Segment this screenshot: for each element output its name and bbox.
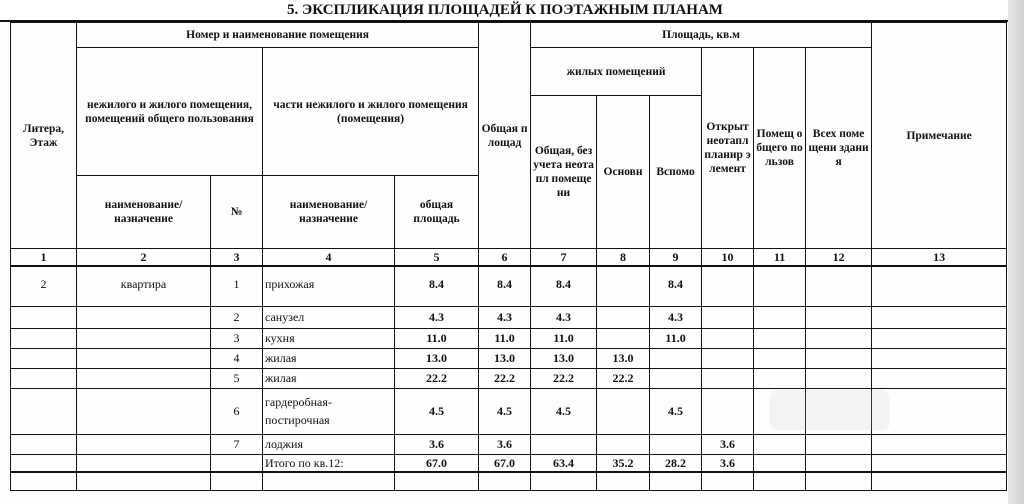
cell-area-8: 22.2 (597, 368, 650, 388)
cell-area-6: 4.5 (479, 388, 531, 434)
cell-no: 2 (211, 306, 263, 328)
header-aux: Вспомо (650, 96, 702, 249)
cell-area-9 (650, 368, 702, 388)
empty-cell (650, 472, 702, 490)
cell-area-11 (754, 306, 806, 328)
total-area-5: 67.0 (395, 454, 479, 472)
empty-cell (263, 472, 395, 490)
total-area-11 (754, 454, 806, 472)
total-area-6: 67.0 (479, 454, 531, 472)
cell-area-7: 11.0 (531, 328, 597, 348)
cell-name (77, 328, 211, 348)
cell-area-12 (806, 306, 872, 328)
column-numbers-row (11, 249, 1007, 267)
cell-name (77, 348, 211, 368)
empty-cell (872, 472, 1007, 490)
table-row (11, 328, 1007, 348)
cell-no: 7 (211, 434, 263, 454)
cell-part: санузел (263, 306, 395, 328)
cell-name (77, 388, 211, 434)
cell-note (872, 328, 1007, 348)
total-row (11, 454, 1007, 472)
col-number: 12 (806, 249, 872, 267)
cell-area-6: 8.4 (479, 266, 531, 306)
cell-area-5: 13.0 (395, 348, 479, 368)
cell-area-11 (754, 266, 806, 306)
empty-cell (77, 472, 211, 490)
cell-litera (11, 454, 77, 472)
cell-area-5: 4.5 (395, 388, 479, 434)
cell-area-10 (702, 266, 754, 306)
table-row (11, 434, 1007, 454)
watermark (770, 390, 890, 430)
cell-no: 6 (211, 388, 263, 434)
cell-area-9 (650, 434, 702, 454)
cell-area-8 (597, 328, 650, 348)
empty-cell (754, 472, 806, 490)
cell-part: кухня (263, 328, 395, 348)
col-number: 3 (211, 249, 263, 267)
cell-note (872, 348, 1007, 368)
cell-part: лоджия (263, 434, 395, 454)
cell-note (872, 266, 1007, 306)
total-area-8: 35.2 (597, 454, 650, 472)
total-area-7: 63.4 (531, 454, 597, 472)
empty-cell (479, 472, 531, 490)
empty-cell (211, 472, 263, 490)
cell-area-5: 11.0 (395, 328, 479, 348)
header-part-room: части нежилого и жилого помещения (помещения) (263, 48, 479, 176)
header-open: Открыт неотапл планир элемент (702, 48, 754, 249)
cell-name: квартира (77, 266, 211, 306)
col-number: 9 (650, 249, 702, 267)
header-total-area-small: общая площадь (395, 176, 479, 249)
cell-name (77, 306, 211, 328)
empty-cell (597, 472, 650, 490)
cell-area-11 (754, 368, 806, 388)
table-row (11, 348, 1007, 368)
cell-litera (11, 306, 77, 328)
empty-cell (702, 472, 754, 490)
empty-row (11, 472, 1007, 490)
cell-name (77, 454, 211, 472)
cell-area-10 (702, 388, 754, 434)
cell-part: жилая (263, 348, 395, 368)
cell-area-5: 4.3 (395, 306, 479, 328)
header-all: Всех помещени здания (806, 48, 872, 249)
cell-name (77, 434, 211, 454)
cell-area-6: 3.6 (479, 434, 531, 454)
cell-area-8 (597, 434, 650, 454)
cell-litera (11, 348, 77, 368)
empty-cell (11, 472, 77, 490)
cell-area-6: 4.3 (479, 306, 531, 328)
cell-area-8: 13.0 (597, 348, 650, 368)
table-row (11, 266, 1007, 306)
cell-no: 5 (211, 368, 263, 388)
header-area-group: Площадь, кв.м (531, 23, 872, 48)
empty-cell (531, 472, 597, 490)
cell-litera: 2 (11, 266, 77, 306)
cell-area-6: 11.0 (479, 328, 531, 348)
col-number: 13 (872, 249, 1007, 267)
header-name-purpose-b: наименование/ назначение (263, 176, 395, 249)
total-area-9: 28.2 (650, 454, 702, 472)
empty-cell (806, 472, 872, 490)
cell-area-8 (597, 266, 650, 306)
cell-part: гардеробная-постирочная (263, 388, 395, 434)
cell-area-12 (806, 368, 872, 388)
cell-area-11 (754, 348, 806, 368)
cell-litera (11, 368, 77, 388)
cell-no: 3 (211, 328, 263, 348)
header-living: жилых помещений (531, 48, 702, 96)
cell-area-10 (702, 348, 754, 368)
cell-litera (11, 388, 77, 434)
cell-area-9: 4.3 (650, 306, 702, 328)
cell-area-10: 3.6 (702, 434, 754, 454)
empty-cell (395, 472, 479, 490)
total-area-10: 3.6 (702, 454, 754, 472)
cell-note (872, 434, 1007, 454)
cell-area-12 (806, 434, 872, 454)
header-litera: Литера, Этаж (11, 23, 77, 249)
cell-area-11 (754, 328, 806, 348)
total-note (872, 454, 1007, 472)
cell-litera (11, 434, 77, 454)
cell-area-7: 4.3 (531, 306, 597, 328)
cell-area-10 (702, 368, 754, 388)
cell-area-5: 22.2 (395, 368, 479, 388)
cell-area-6: 13.0 (479, 348, 531, 368)
cell-area-10 (702, 306, 754, 328)
header-name-purpose-a: наименование/ назначение (77, 176, 211, 249)
cell-area-5: 8.4 (395, 266, 479, 306)
cell-note (872, 368, 1007, 388)
cell-area-9: 4.5 (650, 388, 702, 434)
cell-area-7: 13.0 (531, 348, 597, 368)
col-number: 10 (702, 249, 754, 267)
cell-area-12 (806, 328, 872, 348)
cell-part: жилая (263, 368, 395, 388)
cell-area-12 (806, 348, 872, 368)
col-number: 2 (77, 249, 211, 267)
cell-note (872, 388, 1007, 434)
cell-area-8 (597, 306, 650, 328)
header-no: № (211, 176, 263, 249)
cell-no (211, 454, 263, 472)
cell-area-11 (754, 434, 806, 454)
cell-part: прихожая (263, 266, 395, 306)
header-main: Основн (597, 96, 650, 249)
col-number: 4 (263, 249, 395, 267)
col-number: 11 (754, 249, 806, 267)
header-note: Примечание (872, 23, 1007, 249)
col-number: 7 (531, 249, 597, 267)
table-row (11, 306, 1007, 328)
cell-area-5: 3.6 (395, 434, 479, 454)
cell-no: 4 (211, 348, 263, 368)
cell-area-6: 22.2 (479, 368, 531, 388)
cell-area-8 (597, 388, 650, 434)
col-number: 8 (597, 249, 650, 267)
col-number: 6 (479, 249, 531, 267)
cell-area-12 (806, 266, 872, 306)
header-total-excl: Общая, без учета неотапл помещени (531, 96, 597, 249)
header-total-area: Общая площад (479, 23, 531, 249)
header-nonres-room: нежилого и жилого помещения, помещений общего пользования (77, 48, 263, 176)
col-number: 5 (395, 249, 479, 267)
document-title: 5. ЭКСПЛИКАЦИЯ ПЛОЩАДЕЙ К ПОЭТАЖНЫМ ПЛАНАМ (0, 0, 1010, 22)
cell-area-7: 22.2 (531, 368, 597, 388)
header-room-group: Номер и наименование помещения (77, 23, 479, 48)
cell-litera (11, 328, 77, 348)
cell-area-7 (531, 434, 597, 454)
total-area-12 (806, 454, 872, 472)
cell-area-9 (650, 348, 702, 368)
cell-note (872, 306, 1007, 328)
cell-area-9: 8.4 (650, 266, 702, 306)
cell-area-10 (702, 328, 754, 348)
table-row (11, 368, 1007, 388)
cell-name (77, 368, 211, 388)
cell-area-7: 4.5 (531, 388, 597, 434)
cell-area-9: 11.0 (650, 328, 702, 348)
cell-area-7: 8.4 (531, 266, 597, 306)
cell-no: 1 (211, 266, 263, 306)
total-label: Итого по кв.12: (263, 454, 395, 472)
col-number: 1 (11, 249, 77, 267)
page-edge (1008, 0, 1024, 504)
header-common: Помещ общего пользов (754, 48, 806, 249)
